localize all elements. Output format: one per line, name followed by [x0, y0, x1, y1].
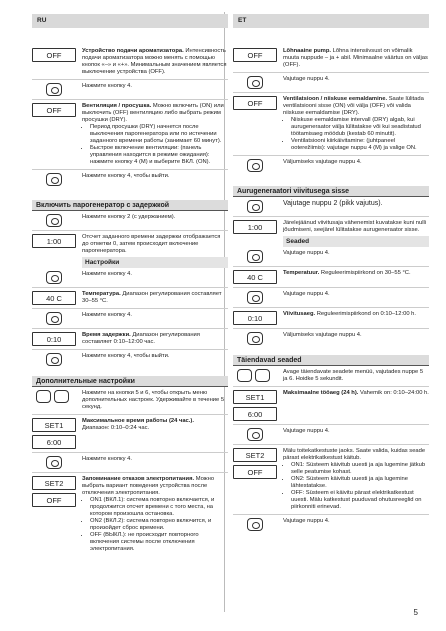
display-off: OFF	[32, 103, 76, 117]
vent-title: Вентиляция / просушка.	[82, 103, 152, 109]
instruction-text: Отсчет заданного времени задержки отображается до отметки 0, затем происходит включение парогенератора.	[82, 234, 221, 254]
lang-header-et: ET	[233, 14, 429, 28]
instruction-text: Vajutage nuppu 4.	[283, 250, 330, 256]
et-row-press4e	[233, 518, 429, 531]
ru-row-countdown	[32, 234, 228, 255]
button-timer-icon	[247, 200, 263, 213]
display-set1: SET1	[233, 390, 277, 404]
instruction-text: Нажмите на кнопки 5 и 6, чтобы открыть меню дополнительных настроек. Удерживайте в течение 5 секунд.	[82, 390, 225, 410]
temp-title: Температура.	[82, 291, 121, 297]
ru-row-open-extra	[32, 390, 228, 411]
buttons-5-6-icon	[36, 390, 72, 403]
power-bullet: • ON1 (ВКЛ.1): система повторно включается, и продолжится отсчет времени с того места, на котором произошла остановка.	[90, 497, 228, 518]
instruction-text: Vajutage nuppu 4.	[283, 76, 330, 82]
ru-row-ventilation	[32, 103, 228, 166]
button-m-icon	[247, 428, 263, 441]
instruction-text: Vajutage nuppu 4.	[283, 518, 330, 524]
vent-title: Ventilatsioon / niiskuse eemaldamine.	[283, 96, 388, 102]
ru-row-aroma	[32, 48, 228, 76]
et-row-set2	[233, 448, 429, 511]
et-row-aroma	[233, 48, 429, 69]
power-memory-title: Запоминание отказов электропитания.	[82, 476, 195, 482]
ru-row-set2	[32, 476, 228, 553]
display-temp: 40 C	[233, 270, 277, 284]
display-off: OFF	[32, 493, 76, 507]
delay-title: Viivitusaeg.	[283, 311, 316, 317]
ru-row-exit	[32, 173, 228, 186]
et-row-press4d	[233, 428, 429, 441]
ru-row-hold2	[32, 214, 228, 227]
maxtime-title: Maksimaalne tööaeg (24 h).	[283, 390, 359, 396]
button-m-icon	[46, 312, 62, 325]
et-row-exit2	[233, 332, 429, 345]
lang-header-ru: RU	[32, 14, 228, 28]
section-delay-ru: Включить парогенератор с задержкой	[32, 200, 228, 211]
vent-bullet: • Ventilatsiooni kiirkäivitamine: (juhtpaneel ooterežiimis): vajutage nuppu 4 (M) ja valige ON.	[291, 138, 429, 152]
button-m-icon	[46, 173, 62, 186]
display-off: OFF	[32, 48, 76, 62]
power-memory-body: Mälu toitekatkestuste jaoks. Saate valida, kuidas seade pärast elektrikatkestust käitub.	[283, 448, 426, 461]
section-extra-et: Täiendavad seaded	[233, 355, 429, 366]
temp-title: Temperatuur.	[283, 270, 320, 276]
delay-title: Время задержки.	[82, 332, 131, 338]
maxtime-title: Максимальное время работы (24 час.).	[82, 418, 194, 424]
power-bullet: • OFF: Süsteem ei käivitu pärast elektrikatkestust uuesti. Mälu katkestust puuduvad ohutusreeglid on piirkonniti erinevad.	[291, 490, 429, 511]
button-m-icon	[247, 291, 263, 304]
subsection-settings-ru: Настройки	[82, 257, 228, 268]
column-ru	[32, 14, 228, 553]
vent-bullet: • Быстрое включение вентиляции: (панель управления находится в режиме ожидания): нажмите кнопку 4 (M) и выберите ВКЛ. (ON).	[90, 145, 228, 166]
instruction-text: Väljumiseks vajutage nuppu 4.	[283, 159, 362, 165]
et-row-ventilation	[233, 96, 429, 152]
power-bullet: • OFF (ВЫКЛ.): не происходит повторного включения системы после отключения электропитания.	[90, 532, 228, 553]
ru-row-press4c	[32, 312, 228, 325]
page-number: 5	[413, 608, 418, 617]
et-row-exit	[233, 159, 429, 172]
instruction-text: Järelejäänud viivitusaja vähenemist kuvatakse kuni nulli jõudmiseni, seejärel lülitatakse aurugeneraator sisse.	[283, 220, 427, 233]
display-time: 1:00	[32, 234, 76, 248]
et-row-hold2	[233, 200, 429, 213]
power-bullet: • ON2 (ВКЛ.2): система повторно включится, и произойдет сброс времени.	[90, 518, 228, 532]
display-time: 6:00	[32, 435, 76, 449]
display-set2: SET2	[32, 476, 76, 490]
button-m-icon	[247, 76, 263, 89]
instruction-text: Väljumiseks vajutage nuppu 4.	[283, 332, 362, 338]
instruction-text: Нажмите кнопку 2 (с удержанием).	[82, 214, 176, 220]
button-m-icon	[247, 250, 263, 263]
display-set2: SET2	[233, 448, 277, 462]
instruction-text: Нажмите кнопку 4.	[82, 312, 132, 318]
button-m-icon	[247, 332, 263, 345]
display-time: 1:00	[233, 220, 277, 234]
button-m-icon	[46, 271, 62, 284]
delay-body: Диапазон регулирования составляет 0:10–12:00 час.	[82, 332, 200, 345]
temp-body: Диапазон регулирования составляет 30–55 °C.	[82, 291, 222, 304]
button-m-icon	[247, 159, 263, 172]
instruction-text: Нажмите кнопку 4.	[82, 456, 132, 462]
et-row-open-extra	[233, 369, 429, 383]
display-off: OFF	[233, 48, 277, 62]
vent-body: Можно включить (ON) или выключить (OFF) вентиляцию либо выбрать режим просушки (DRY).	[82, 103, 224, 123]
power-bullet: • ON2: Süsteem käivitub uuesti ja aja lugemine lähtestatakse.	[291, 476, 429, 490]
ru-row-press4b	[32, 271, 228, 284]
et-row-press4b	[233, 250, 429, 263]
ru-row-exit2	[32, 353, 228, 366]
maxtime-body: Диапазон: 0:10–0:24 час.	[82, 425, 150, 431]
display-delay: 0:10	[32, 332, 76, 346]
display-set1: SET1	[32, 418, 76, 432]
instruction-text: Vajutage nuppu 4.	[283, 428, 330, 434]
aroma-body: Интенсивность подачи ароматизатора можно менять с помощью кнопок «–» и «+». Минимальным значением является выключение устройства (OFF).	[82, 48, 227, 75]
ru-row-delay	[32, 332, 228, 346]
power-bullet: • ON1: Süsteem käivitub uuesti ja aja lugemine jätkub selle peatumise kohast.	[291, 462, 429, 476]
delay-body: Reguleerimispiirkond on 0:10–12:00 h.	[316, 311, 417, 317]
et-row-press4c	[233, 291, 429, 304]
et-row-temp	[233, 270, 429, 284]
vent-bullet: • Niiskuse eemaldamise intervall (DRY) algab, kui aurugeneraator välja lülitatakse või kui seadistatud töötamisaeg möödub (kestab 60 minutit).	[291, 117, 429, 138]
et-row-set1	[233, 390, 429, 421]
display-temp: 40 C	[32, 291, 76, 305]
button-timer-icon	[46, 214, 62, 227]
power-memory-body: Можно выбрать вариант поведения устройства после отключения электропитания.	[82, 476, 215, 496]
aroma-title: Устройство подачи ароматизатора.	[82, 48, 184, 54]
temp-body: Reguleerimispiirkond on 30–55 °C.	[320, 270, 411, 276]
ru-row-set1	[32, 418, 228, 449]
instruction-text: Нажмите кнопку 4, чтобы выйти.	[82, 353, 170, 359]
section-extra-ru: Дополнительные настройки	[32, 376, 228, 387]
button-m-icon	[46, 353, 62, 366]
column-et	[233, 14, 429, 531]
et-row-countdown	[233, 220, 429, 234]
vent-bullet: • Период просушки (DRY) начнется после выключения парогенератора или по истечении заданного времени работы (занимает 60 минут).	[90, 124, 228, 145]
instruction-text: Vajutage nuppu 2 (pikk vajutus).	[283, 200, 383, 207]
ru-row-temp	[32, 291, 228, 305]
instruction-text: Нажмите кнопку 4, чтобы выйти.	[82, 173, 170, 179]
button-m-icon	[247, 518, 263, 531]
ru-row-press4d	[32, 456, 228, 469]
aroma-title: Lõhnaaine pump.	[283, 48, 331, 54]
instruction-text: Нажмите кнопку 4.	[82, 271, 132, 277]
et-row-press4	[233, 76, 429, 89]
aroma-body: Lõhna intensiivsust on võimalik muuta nuppude – ja + abil. Minimaalne väärtus on väljas (OFF).	[283, 48, 428, 68]
instruction-text: Avage täiendavate seadete menüü, vajutades nuppe 5 ja 6. Hoidke 5 sekundit.	[283, 369, 424, 382]
display-delay: 0:10	[233, 311, 277, 325]
vent-body: Saate lülitada ventilatsiooni sisse (ON) või välja (OFF) või valida niiskuse eemaldamise (DRY).	[283, 96, 424, 116]
button-m-icon	[46, 456, 62, 469]
display-off: OFF	[233, 465, 277, 479]
subsection-settings-et: Seaded	[283, 236, 429, 247]
button-m-icon	[46, 83, 62, 96]
ru-row-press4	[32, 83, 228, 96]
section-delay-et: Aurugeneraatori viivitusega sisse	[233, 186, 429, 197]
display-time: 6:00	[233, 407, 277, 421]
maxtime-body: Vahemik on: 0:10–24:00 h.	[360, 390, 429, 396]
buttons-5-6-icon	[237, 369, 273, 382]
display-off: OFF	[233, 96, 277, 110]
instruction-text: Нажмите кнопку 4.	[82, 83, 132, 89]
et-row-delay	[233, 311, 429, 325]
instruction-text: Vajutage nuppu 4.	[283, 291, 330, 297]
